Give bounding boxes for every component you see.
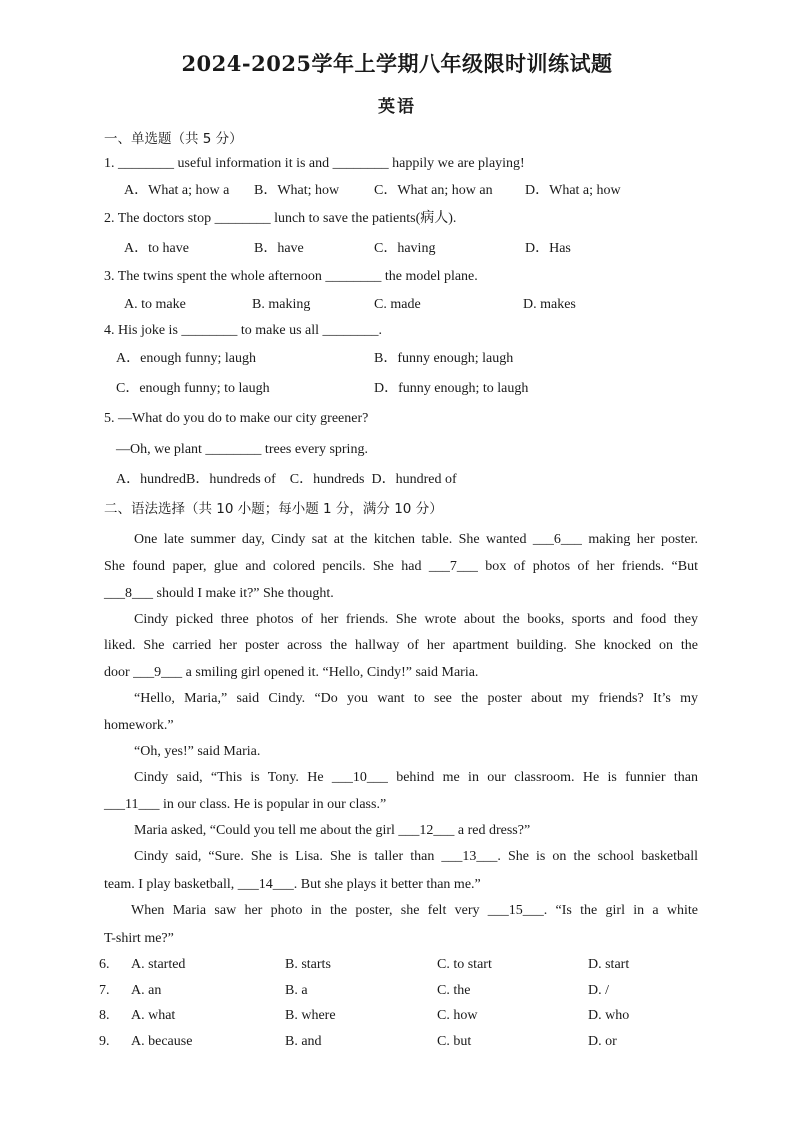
question-3-option-c: C. made bbox=[374, 297, 421, 312]
question-3-option-d: D. makes bbox=[523, 297, 576, 312]
answer-row-8-option-c: C. how bbox=[437, 1008, 478, 1023]
passage-line-3: ___8___ should I make it?” She thought. bbox=[104, 586, 334, 601]
question-1-option-a: A．What a; how a bbox=[124, 183, 230, 198]
answer-row-9-number: 9. bbox=[99, 1034, 110, 1049]
section-heading-grammar-choice: 二、语法选择（共 10 小题；每小题 1 分，满分 10 分） bbox=[104, 501, 443, 517]
passage-line-5: liked. She carried her poster across the hallway of her apartment building. She knocked on the bbox=[104, 638, 698, 653]
passage-line-9: “Oh, yes!” said Maria. bbox=[134, 744, 261, 759]
passage-line-4: Cindy picked three photos of her friends. She wrote about the books, sports and food they bbox=[134, 612, 698, 627]
question-4-option-a: A．enough funny; laugh bbox=[116, 351, 256, 366]
question-5-options: A．hundredB．hundreds of C．hundreds D．hundred of bbox=[116, 472, 457, 487]
passage-line-14: team. I play basketball, ___14___. But she plays it better than me.” bbox=[104, 877, 481, 892]
question-2-option-a: A．to have bbox=[124, 241, 189, 256]
answer-row-7-option-d: D. / bbox=[588, 983, 609, 998]
passage-line-6: door ___9___ a smiling girl opened it. “Hello, Cindy!” said Maria. bbox=[104, 665, 479, 680]
answer-row-9-option-c: C. but bbox=[437, 1034, 472, 1049]
answer-row-6-option-a: A. started bbox=[131, 957, 186, 972]
answer-row-6-option-b: B. starts bbox=[285, 957, 331, 972]
question-2-option-b: B．have bbox=[254, 241, 304, 256]
passage-line-7: “Hello, Maria,” said Cindy. “Do you want to see the poster about my friends? It’s my bbox=[134, 691, 698, 706]
question-3-option-b: B. making bbox=[252, 297, 311, 312]
passage-line-16: T-shirt me?” bbox=[104, 931, 174, 946]
answer-row-7-option-c: C. the bbox=[437, 983, 471, 998]
answer-row-8-number: 8. bbox=[99, 1008, 110, 1023]
question-1-stem: 1. ________ useful information it is and ________ happily we are playing! bbox=[104, 156, 525, 171]
passage-line-10: Cindy said, “This is Tony. He ___10___ behind me in our classroom. He is funnier than bbox=[134, 770, 698, 785]
answer-row-9-option-d: D. or bbox=[588, 1034, 617, 1049]
question-4-option-b: B．funny enough; laugh bbox=[374, 351, 514, 366]
question-4-option-d: D．funny enough; to laugh bbox=[374, 381, 529, 396]
answer-row-7-number: 7. bbox=[99, 983, 110, 998]
answer-row-6-option-c: C. to start bbox=[437, 957, 492, 972]
question-2-stem: 2. The doctors stop ________ lunch to save the patients(病人). bbox=[104, 211, 457, 226]
question-3-stem: 3. The twins spent the whole afternoon ________ the model plane. bbox=[104, 269, 478, 284]
question-1-option-b: B．What; how bbox=[254, 183, 340, 198]
question-2-option-d: D．Has bbox=[525, 241, 571, 256]
answer-row-6-number: 6. bbox=[99, 957, 110, 972]
passage-line-15: When Maria saw her photo in the poster, she felt very ___15___. “Is the girl in a white bbox=[131, 903, 698, 918]
passage-line-1: One late summer day, Cindy sat at the kitchen table. She wanted ___6___ making her poster. bbox=[134, 532, 698, 547]
question-1-option-d: D．What a; how bbox=[525, 183, 621, 198]
answer-row-6-option-d: D. start bbox=[588, 957, 630, 972]
question-2-option-c: C．having bbox=[374, 241, 436, 256]
answer-row-7-option-b: B. a bbox=[285, 983, 308, 998]
answer-row-8-option-b: B. where bbox=[285, 1008, 336, 1023]
question-4-stem: 4. His joke is ________ to make us all ________. bbox=[104, 323, 383, 338]
question-3-option-a: A. to make bbox=[124, 297, 186, 312]
passage-line-2: She found paper, glue and colored pencils. She had ___7___ box of photos of her friends. “But bbox=[104, 559, 698, 574]
subject-title: 英语 bbox=[378, 97, 416, 117]
passage-line-11: ___11___ in our class. He is popular in our class.” bbox=[104, 797, 387, 812]
page-title: 2024-2025学年上学期八年级限时训练试题 bbox=[181, 51, 613, 76]
answer-row-8-option-d: D. who bbox=[588, 1008, 630, 1023]
passage-line-8: homework.” bbox=[104, 718, 174, 733]
passage-line-13: Cindy said, “Sure. She is Lisa. She is taller than ___13___. She is on the school basketball bbox=[134, 849, 698, 864]
answer-row-9-option-a: A. because bbox=[131, 1034, 193, 1049]
passage-line-12: Maria asked, “Could you tell me about the girl ___12___ a red dress?” bbox=[134, 823, 531, 838]
question-4-option-c: C．enough funny; to laugh bbox=[116, 381, 270, 396]
question-5-stem-reply: —Oh, we plant ________ trees every spring. bbox=[116, 442, 368, 457]
answer-row-7-option-a: A. an bbox=[131, 983, 162, 998]
section-heading-single-choice: 一、单选题（共 5 分） bbox=[104, 131, 243, 147]
question-5-stem: 5. —What do you do to make our city greener? bbox=[104, 411, 369, 426]
answer-row-9-option-b: B. and bbox=[285, 1034, 322, 1049]
answer-row-8-option-a: A. what bbox=[131, 1008, 176, 1023]
question-1-option-c: C．What an; how an bbox=[374, 183, 493, 198]
